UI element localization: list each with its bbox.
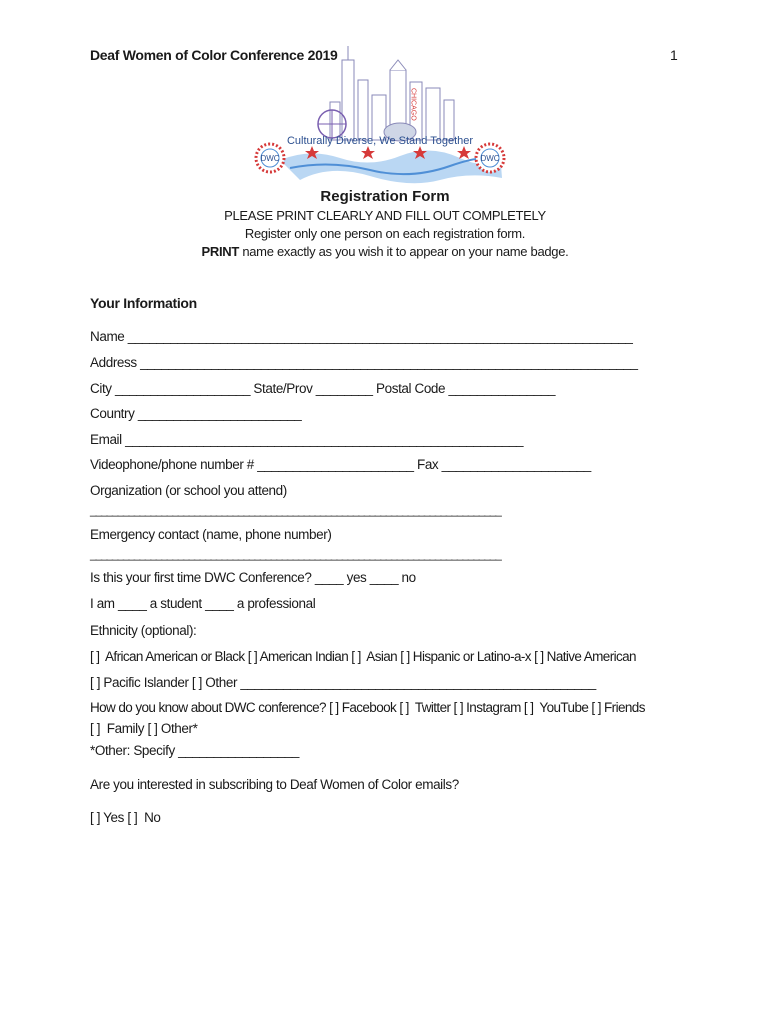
instruction-one-person: Register only one person on each registration form. bbox=[244, 226, 526, 241]
instruction-print-bold: PRINT bbox=[201, 244, 240, 259]
how-know-options-cont[interactable]: [ ] Family [ ] Other* bbox=[90, 721, 198, 736]
email-field[interactable]: Email ________________________________________________________ bbox=[90, 432, 524, 447]
ethnicity-options-other[interactable]: [ ] Pacific Islander [ ] Other __________________________________________________ bbox=[90, 675, 596, 690]
section-your-information: Your Information bbox=[90, 295, 197, 311]
phone-fax-field[interactable]: Videophone/phone number # ______________________ Fax _____________________ bbox=[90, 457, 591, 472]
page-number: 1 bbox=[670, 47, 678, 63]
instruction-name-badge-text: name exactly as you wish it to appear on your name badge. bbox=[239, 244, 569, 259]
dwc-badge-left bbox=[256, 144, 284, 172]
dwc-badge-right bbox=[476, 144, 504, 172]
svg-text:DWC: DWC bbox=[480, 154, 500, 163]
page-header-title: Deaf Women of Color Conference 2019 bbox=[90, 47, 338, 63]
form-title: Registration Form bbox=[320, 188, 450, 205]
first-time-question[interactable]: Is this your first time DWC Conference? ____ yes ____ no bbox=[90, 570, 416, 585]
emergency-contact-field[interactable]: ___________________________________________________________________________ bbox=[90, 547, 501, 561]
address-field[interactable]: Address ______________________________________________________________________ bbox=[90, 355, 638, 370]
subscribe-options[interactable]: [ ] Yes [ ] No bbox=[90, 810, 161, 825]
svg-text:DWC: DWC bbox=[260, 154, 280, 163]
organization-label: Organization (or school you attend) bbox=[90, 483, 287, 498]
other-specify-field[interactable]: *Other: Specify _________________ bbox=[90, 743, 299, 758]
name-field[interactable]: Name _______________________________________________________________________ bbox=[90, 329, 633, 344]
logo-tagline: Culturally Diverse, We Stand Together bbox=[286, 135, 474, 147]
ethnicity-options[interactable]: [ ] African American or Black [ ] American Indian [ ] Asian [ ] Hispanic or Latino-a-x [ ] Native American bbox=[90, 649, 636, 664]
country-field[interactable]: Country _______________________ bbox=[90, 406, 302, 421]
organization-field[interactable]: ___________________________________________________________________________ bbox=[90, 503, 501, 517]
how-know-question[interactable]: How do you know about DWC conference? [ ] Facebook [ ] Twitter [ ] Instagram [ ] YouTube [ ] Friends bbox=[90, 700, 645, 715]
subscribe-question: Are you interested in subscribing to Deaf Women of Color emails? bbox=[90, 777, 459, 792]
emergency-contact-label: Emergency contact (name, phone number) bbox=[90, 527, 332, 542]
logo-chicago-text: CHICAGO bbox=[409, 88, 417, 121]
student-professional-question[interactable]: I am ____ a student ____ a professional bbox=[90, 596, 316, 611]
instruction-name-badge bbox=[0, 244, 770, 259]
instruction-print-clearly: PLEASE PRINT CLEARLY AND FILL OUT COMPLETELY bbox=[224, 208, 546, 223]
city-state-postal-field[interactable]: City ___________________ State/Prov ________ Postal Code _______________ bbox=[90, 381, 556, 396]
dwc-chicago-logo bbox=[250, 40, 510, 190]
ethnicity-label: Ethnicity (optional): bbox=[90, 623, 197, 638]
